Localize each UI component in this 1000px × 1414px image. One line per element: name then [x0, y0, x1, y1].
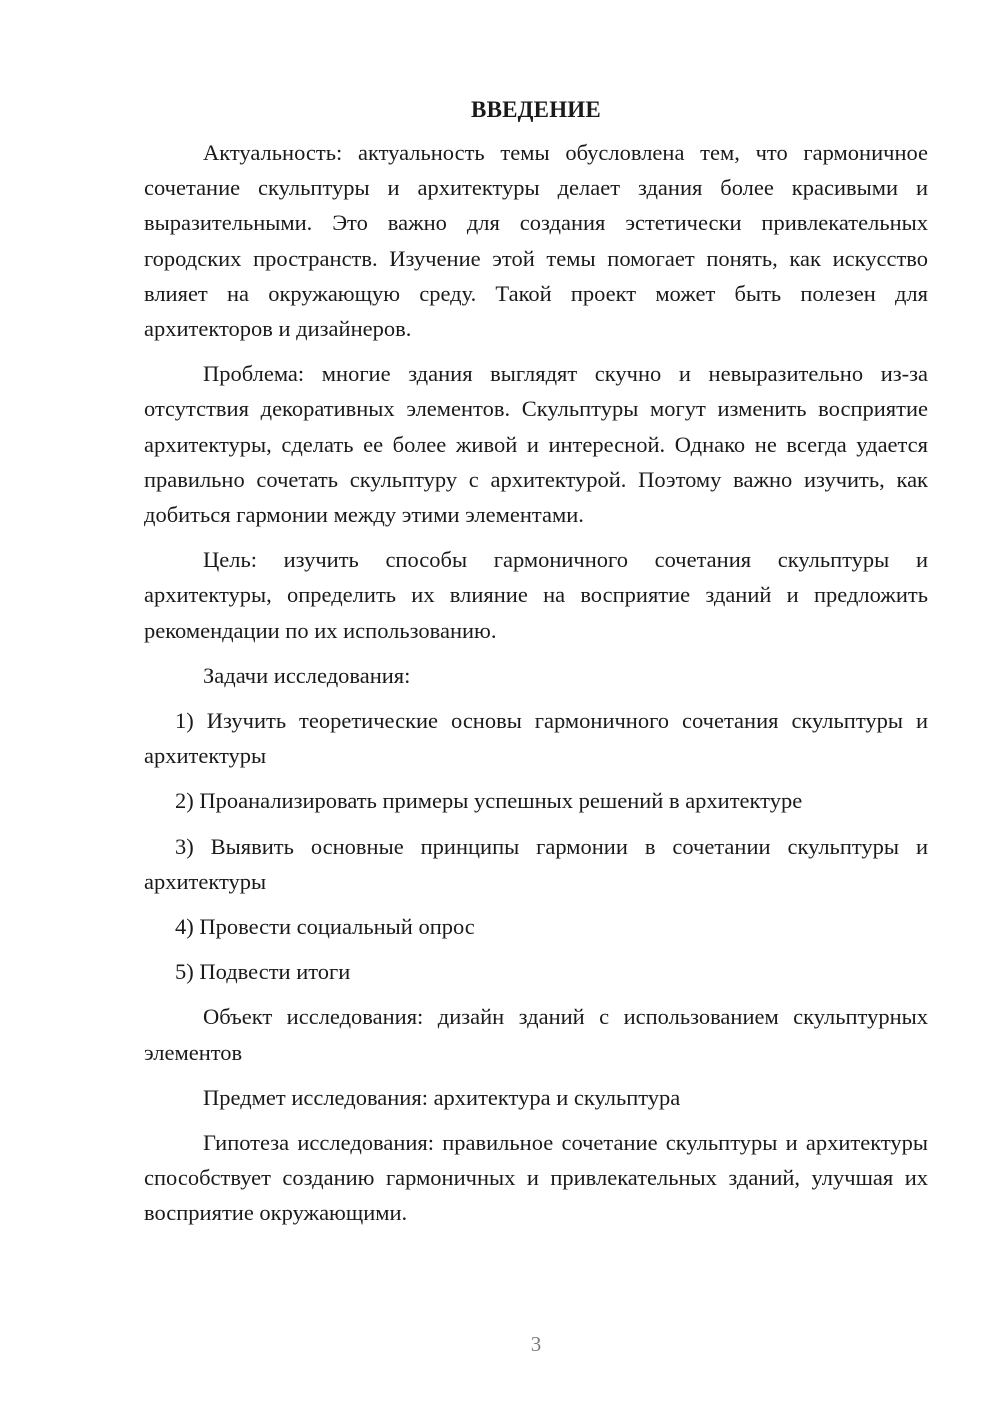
task-item-4: 4) Провести социальный опрос	[175, 914, 475, 940]
task-item-5: 5) Подвести итоги	[175, 959, 351, 985]
document-page	[144, 92, 928, 1241]
object-paragraph: Объект исследования: дизайн зданий с использованием скульптурных элементов	[144, 1004, 928, 1065]
task-item-3: 3) Выявить основные принципы гармонии в сочетании скульптуры и архитектуры	[144, 833, 928, 894]
page-number: 3	[530, 1332, 542, 1356]
page-title: ВВЕДЕНИЕ	[471, 97, 601, 122]
tasks-heading: Задачи исследования:	[203, 662, 411, 688]
hypothesis-paragraph: Гипотеза исследования: правильное сочетание скульптуры и архитектуры способствует созданию гармоничных и привлекательных зданий, улучшая их восприятие окружающими.	[144, 1130, 928, 1226]
task-item-2: 2) Проанализировать примеры успешных решений в архитектуре	[175, 788, 803, 814]
subject-paragraph: Предмет исследования: архитектура и скульптура	[203, 1084, 681, 1110]
task-item-1: 1) Изучить теоретические основы гармоничного сочетания скульптуры и архитектуры	[144, 708, 928, 769]
relevance-paragraph: Актуальность: актуальность темы обусловлена тем, что гармоничное сочетание скульптуры и архитектуры делает здания более красивыми и выразительными. Это важно для создания эстетически привлекательных городских пространств. Изучение этой темы помогает понять, как искусство влияет на окружающую среду. Такой проект может быть полезен для архитекторов и дизайнеров.	[144, 140, 928, 342]
goal-paragraph: Цель: изучить способы гармоничного сочетания скульптуры и архитектуры, определить их влияние на восприятие зданий и предложить рекомендации по их использованию.	[144, 547, 928, 643]
problem-paragraph: Проблема: многие здания выглядят скучно и невыразительно из-за отсутствия декоративных элементов. Скульптуры могут изменить восприятие архитектуры, сделать ее более живой и интересной. Однако не всегда удается правильно сочетать скульптуру с архитектурой. Поэтому важно изучить, как добиться гармонии между этими элементами.	[144, 361, 928, 528]
